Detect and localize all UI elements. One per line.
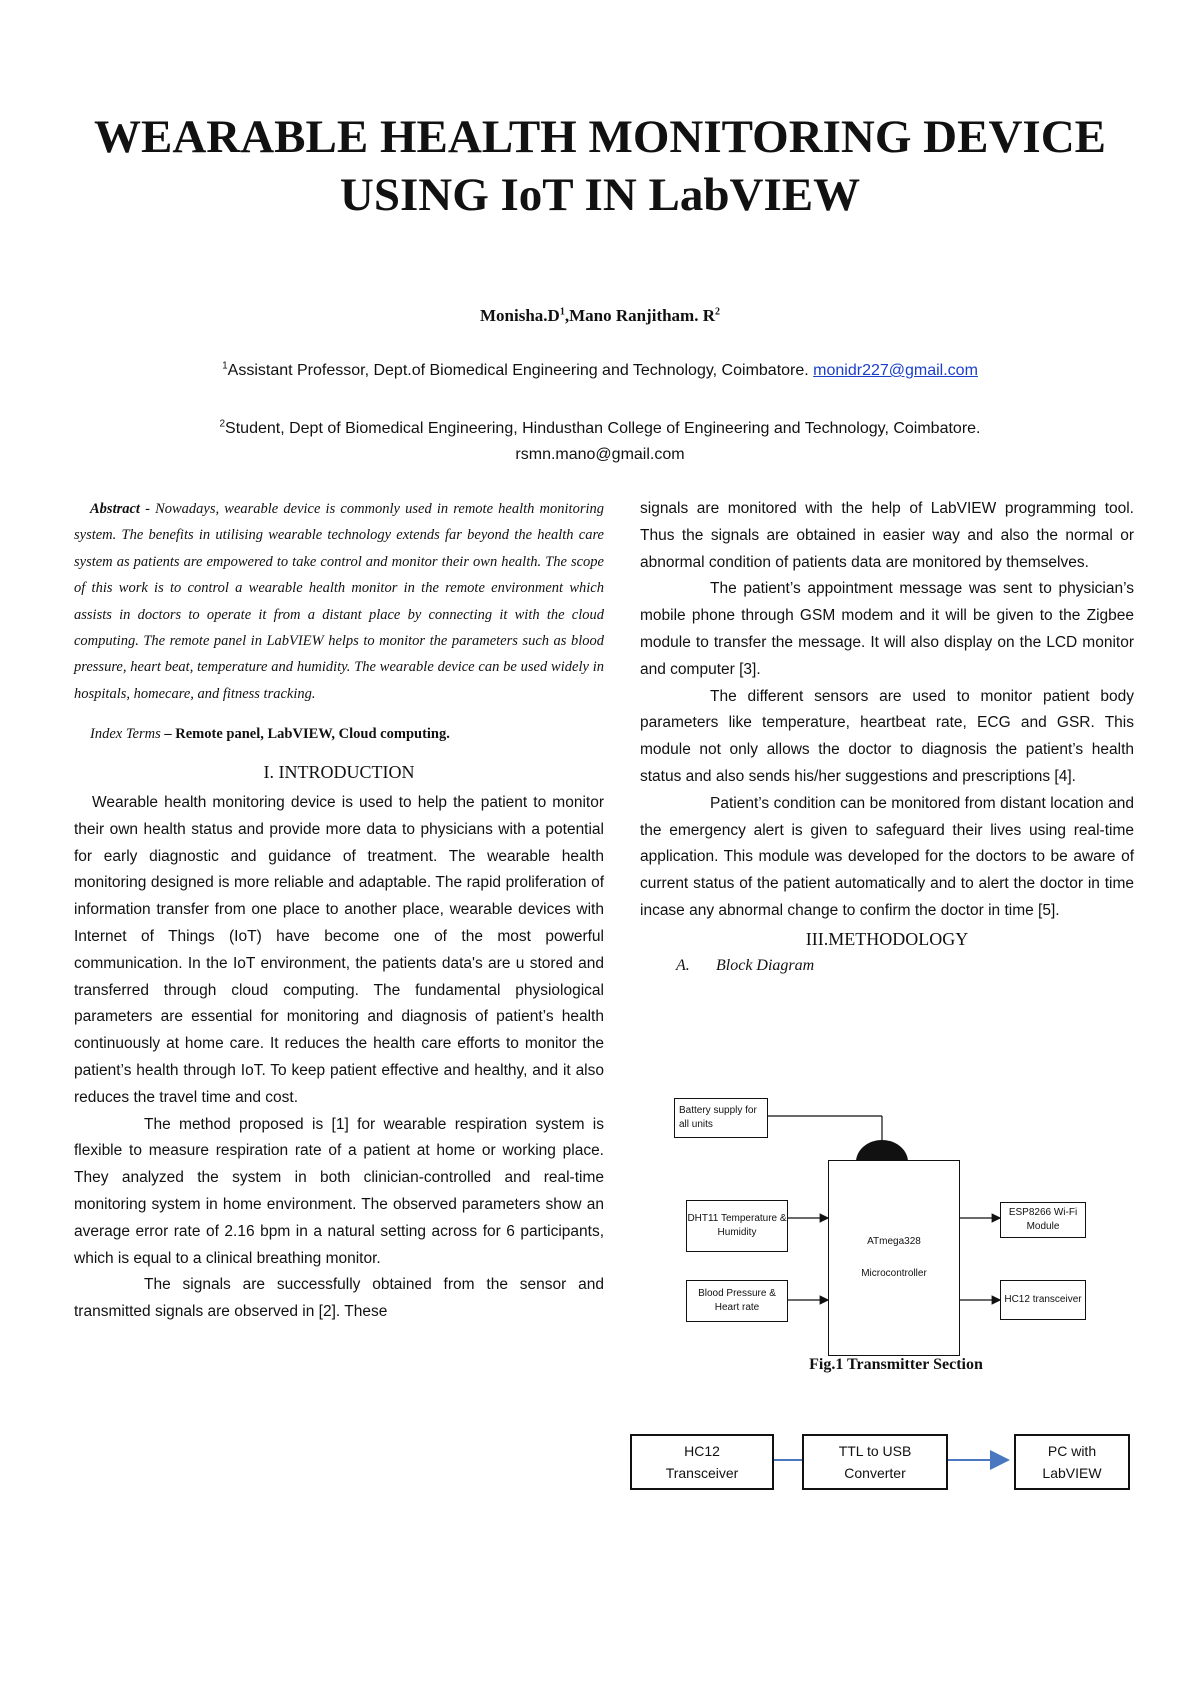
- blood-pressure-label: Blood Pressure & Heart rate: [698, 1288, 776, 1313]
- right-paragraph-3: The different sensors are used to monitor patient body parameters like temperature, heartbeat rate, ECG and GSR. This module not only allows the doctor to diagnosis the patient’s health status and also sends his/her suggestions and prescriptions [4].: [640, 687, 1134, 785]
- right-column: [640, 496, 1134, 986]
- author-list: [0, 306, 1200, 326]
- index-text: – Remote panel, LabVIEW, Cloud computing.: [160, 726, 450, 743]
- subsection-block-diagram: [676, 953, 1134, 980]
- fig2-pc-line2: LabVIEW: [1042, 1465, 1102, 1481]
- mcu-notch: [856, 1140, 908, 1162]
- aff-1-email-link[interactable]: monidr227@gmail.com: [813, 362, 978, 379]
- title-line-2: USING IoT IN LabVIEW: [339, 169, 861, 221]
- fig2-hc12-line1: HC12: [684, 1443, 720, 1459]
- affiliation-2: [0, 416, 1200, 468]
- index-terms: [74, 721, 604, 748]
- dht11-box: [686, 1200, 788, 1252]
- mcu-line-1: ATmega328: [867, 1236, 921, 1247]
- fig2-pc-line1: PC with: [1047, 1443, 1097, 1459]
- fig2-ttl-box: [802, 1434, 948, 1490]
- index-label: Index Terms: [90, 726, 161, 743]
- author-2: ,Mano Ranjitham. R: [564, 306, 715, 325]
- figure1-caption: Fig.1 Transmitter Section: [809, 1356, 983, 1373]
- aff-1-sup: 1: [222, 360, 228, 372]
- affiliation-1: [0, 358, 1200, 384]
- right-paragraph-1: signals are monitored with the help of LabVIEW programming tool. Thus the signals are obtained in easier way and also the normal or abnormal condition of patients data are monitored by themselves.: [640, 500, 1134, 571]
- battery-box: [674, 1098, 768, 1138]
- wifi-module-label: ESP8266 Wi-Fi Module: [1008, 1207, 1078, 1232]
- aff-2-email: rsmn.mano@gmail.com: [515, 446, 685, 463]
- hc12-transceiver-box: [1000, 1280, 1086, 1320]
- fig2-ttl-line2: Converter: [844, 1465, 906, 1481]
- paper-title: [40, 108, 1160, 224]
- fig2-hc12-box: [630, 1434, 774, 1490]
- blood-pressure-box: [686, 1280, 788, 1322]
- left-column: [74, 496, 604, 1326]
- mcu-line-2: Microcontroller: [861, 1268, 927, 1279]
- right-paragraph-4: Patient’s condition can be monitored from distant location and the emergency alert is given to safeguard their lives using real-time application. This module was developed for the doctors to be aware of current status of the patient automatically and to alert the doctor in time incase any abnormal change to confirm the doctor in time [5].: [640, 794, 1134, 919]
- intro-paragraph-2: The method proposed is [1] for wearable respiration system is flexible to measure respiration rate of a patient at home or working place. They analyzed the system in both clinician-controlled and real-time monitoring system in home environment. The observed parameters show an average error rate of 2.16 bpm in a natural setting across for 6 participants, which is equal to a clinical breathing monitor.: [74, 1115, 604, 1267]
- aff-2-text: Student, Dept of Biomedical Engineering, Hindusthan College of Engineering and Technology, Coimbatore.: [225, 420, 981, 437]
- section-methodology-heading: III.METHODOLOGY: [805, 928, 969, 949]
- fig2-hc12-line2: Transceiver: [665, 1465, 739, 1481]
- author-1-sup: 1: [559, 306, 565, 318]
- wifi-module-box: [1000, 1202, 1086, 1238]
- battery-label: Battery supply for all units: [679, 1105, 757, 1130]
- author-1: Monisha.D: [480, 306, 560, 325]
- author-2-sup: 2: [715, 306, 720, 318]
- aff-2-sup: 2: [219, 418, 226, 430]
- microcontroller-box: [828, 1160, 960, 1356]
- intro-paragraph-1: Wearable health monitoring device is used to help the patient to monitor their own health status and provide more data to physicians with a potential for early diagnostic and guidance of treatment. The wearable health monitoring designed is more reliable and adaptable. The rapid proliferation of information transfer from one place to another place, wearable devices with Internet of Things (IoT) have become one of the most powerful communication. In the IoT environment, the patients data's are u stored and transferred through cloud computing. The fundamental physiological parameters are essential for monitoring and diagnosis of patient’s health continuously at home care. It reduces the health care efforts to monitor the patient’s health through IoT. To keep patient effective and healthy, and it also reduces the travel time and cost.: [74, 794, 604, 1106]
- abstract-label: Abstract: [90, 501, 140, 517]
- abstract: [74, 496, 604, 707]
- subsection-title: Block Diagram: [716, 956, 815, 974]
- hc12-transceiver-label: HC12 transceiver: [1004, 1294, 1082, 1305]
- fig2-ttl-line1: TTL to USB: [838, 1443, 912, 1459]
- fig2-pc-box: [1014, 1434, 1130, 1490]
- dht11-label: DHT11 Temperature & Humidity: [687, 1213, 787, 1238]
- abstract-text: - Nowadays, wearable device is commonly used in remote health monitoring system. The benefits in utilising wearable technology extends far beyond the health care system as patients are empowered to take control and monitor their own health. The scope of this work is to control a wearable health monitor in the remote environment which assists in doctors to operate it from a distant place by connecting it with the cloud computing. The remote panel in LabVIEW helps to monitor the parameters such as blood pressure, heart beat, temperature and humidity. The wearable device can be used widely in hospitals, homecare, and fitness tracking.: [74, 501, 604, 702]
- subsection-number: A.: [676, 956, 690, 974]
- title-line-1: WEARABLE HEALTH MONITORING DEVICE: [93, 111, 1106, 163]
- intro-paragraph-3: The signals are successfully obtained from the sensor and transmitted signals are observed in [2]. These: [74, 1276, 604, 1321]
- figures-area: [600, 1090, 1180, 1690]
- aff-1-text: Assistant Professor, Dept.of Biomedical Engineering and Technology, Coimbatore.: [227, 362, 814, 379]
- right-paragraph-2: The patient’s appointment message was sent to physician’s mobile phone through GSM modem and it will be given to the Zigbee module to transfer the message. It will also display on the LCD monitor and computer [3].: [640, 580, 1134, 678]
- section-introduction-heading: I. INTRODUCTION: [263, 762, 415, 783]
